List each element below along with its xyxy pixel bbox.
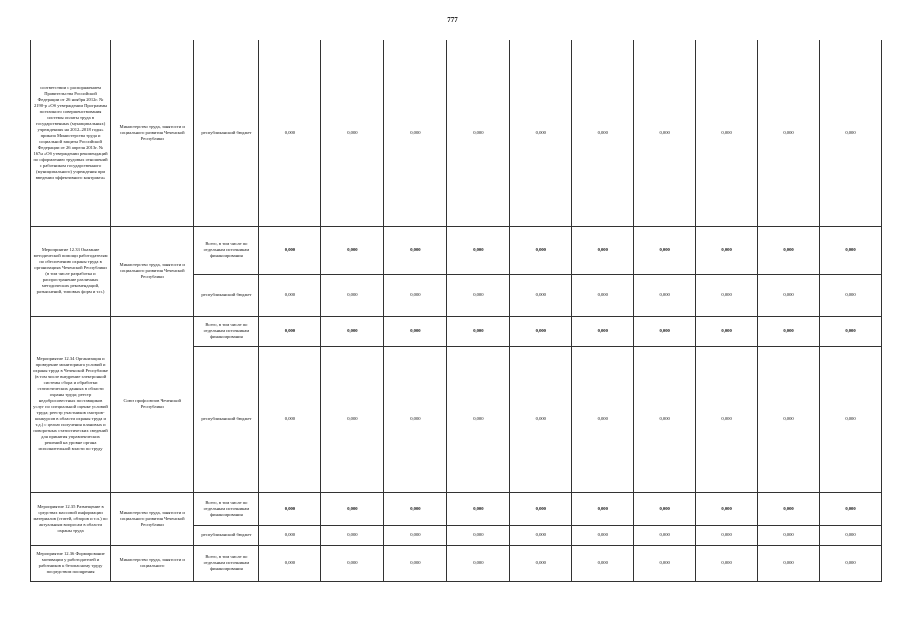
amount-cell: 0,000 [510, 274, 572, 316]
amount-cell: 0,000 [510, 316, 572, 346]
amount-cell: 0,000 [321, 226, 384, 274]
amount-cell: 0,000 [321, 346, 384, 492]
funding-source-cell: республиканский бюджет [194, 40, 259, 226]
amount-cell: 0,000 [758, 545, 820, 581]
amount-cell: 0,000 [321, 274, 384, 316]
amount-cell: 0,000 [758, 316, 820, 346]
funding-source-cell: республиканский бюджет [194, 274, 259, 316]
amount-cell: 0,000 [384, 346, 447, 492]
amount-cell: 0,000 [321, 40, 384, 226]
amount-cell: 0,000 [510, 545, 572, 581]
activity-cell: соответствии с распоряжением Правительства Российской Федерации от 26 ноября 2012г. № 2190-р «Об утверждении Программы поэтапного совершенствования системы оплаты труда в государственных (муниципальных) учреждениях на 2012–2018 годы» приказа Министерства труда и социальной защиты Российской Федерации от 26 апреля 2013г. № 167н «Об утверждении рекомендаций по оформлению трудовых отношений с работником государственного (муниципального) учреждения при введении эффективного контракта» [31, 40, 111, 226]
amount-cell: 0,000 [384, 274, 447, 316]
amount-cell: 0,000 [758, 40, 820, 226]
amount-cell: 0,000 [321, 545, 384, 581]
amount-cell: 0,000 [384, 492, 447, 525]
amount-cell: 0,000 [510, 226, 572, 274]
table-row [31, 226, 882, 274]
amount-cell: 0,000 [447, 346, 510, 492]
amount-cell: 0,000 [384, 545, 447, 581]
executor-cell: Министерство труда, занятости и социального развития Чеченской Республики [111, 226, 194, 316]
amount-cell: 0,000 [447, 226, 510, 274]
amount-cell: 0,000 [819, 316, 881, 346]
amount-cell: 0,000 [696, 525, 758, 545]
amount-cell: 0,000 [384, 525, 447, 545]
amount-cell: 0,000 [696, 40, 758, 226]
amount-cell: 0,000 [819, 545, 881, 581]
amount-cell: 0,000 [758, 346, 820, 492]
amount-cell: 0,000 [696, 316, 758, 346]
amount-cell: 0,000 [758, 492, 820, 525]
funding-source-cell: Всего, в том числе по отдельным источникам финансирования [194, 226, 259, 274]
activity-cell: Мероприятие 12.36 Формирование мотивации у работодателей и работников к безопасному труду посредством поощрения [31, 545, 111, 581]
amount-cell: 0,000 [634, 346, 696, 492]
amount-cell: 0,000 [384, 40, 447, 226]
funding-source-cell: Всего, в том числе по отдельным источникам финансирования [194, 316, 259, 346]
amount-cell: 0,000 [572, 492, 634, 525]
amount-cell: 0,000 [696, 346, 758, 492]
amount-cell: 0,000 [447, 316, 510, 346]
amount-cell: 0,000 [259, 545, 321, 581]
amount-cell: 0,000 [572, 525, 634, 545]
activity-cell: Мероприятие 12.35 Размещение в средствах массовой информации материалов (статей, обзоров и т.п.) по актуальным вопросам в области охраны труда [31, 492, 111, 545]
amount-cell: 0,000 [819, 492, 881, 525]
amount-cell: 0,000 [510, 525, 572, 545]
amount-cell: 0,000 [259, 40, 321, 226]
amount-cell: 0,000 [572, 316, 634, 346]
amount-cell: 0,000 [819, 226, 881, 274]
amount-cell: 0,000 [259, 274, 321, 316]
amount-cell: 0,000 [259, 346, 321, 492]
amount-cell: 0,000 [696, 274, 758, 316]
amount-cell: 0,000 [758, 274, 820, 316]
executor-cell: Министерство труда, занятости и социального развития Чеченской Республики [111, 492, 194, 545]
amount-cell: 0,000 [321, 316, 384, 346]
amount-cell: 0,000 [758, 525, 820, 545]
amount-cell: 0,000 [758, 226, 820, 274]
amount-cell: 0,000 [259, 492, 321, 525]
amount-cell: 0,000 [572, 274, 634, 316]
amount-cell: 0,000 [819, 525, 881, 545]
amount-cell: 0,000 [321, 525, 384, 545]
amount-cell: 0,000 [572, 346, 634, 492]
amount-cell: 0,000 [696, 226, 758, 274]
amount-cell: 0,000 [510, 492, 572, 525]
funding-source-cell: республиканский бюджет [194, 346, 259, 492]
amount-cell: 0,000 [447, 525, 510, 545]
amount-cell: 0,000 [819, 346, 881, 492]
executor-cell: Союз профсоюзов Чеченской Республики [111, 316, 194, 492]
amount-cell: 0,000 [634, 40, 696, 226]
amount-cell: 0,000 [510, 40, 572, 226]
executor-cell: Министерство труда, занятости и социального развития Чеченской Республики [111, 40, 194, 226]
activity-cell: Мероприятие 12.33 Оказание методической помощи работодателям по обеспечению охраны труда в организациях Чеченской Республики (в том числе разработка и распространение различных методических рекомендаций, разъяснений, типовых форм и т.п.) [31, 226, 111, 316]
amount-cell: 0,000 [634, 316, 696, 346]
funding-source-cell: Всего, в том числе по отдельным источникам финансирования [194, 492, 259, 525]
amount-cell: 0,000 [819, 274, 881, 316]
amount-cell: 0,000 [321, 492, 384, 525]
amount-cell: 0,000 [447, 274, 510, 316]
page-number: 777 [447, 16, 458, 24]
amount-cell: 0,000 [572, 40, 634, 226]
funding-source-cell: республиканский бюджет [194, 525, 259, 545]
amount-cell: 0,000 [259, 525, 321, 545]
amount-cell: 0,000 [259, 316, 321, 346]
amount-cell: 0,000 [259, 226, 321, 274]
amount-cell: 0,000 [634, 545, 696, 581]
amount-cell: 0,000 [634, 226, 696, 274]
table-row [31, 492, 882, 525]
table-row [31, 316, 882, 346]
amount-cell: 0,000 [384, 226, 447, 274]
amount-cell: 0,000 [572, 226, 634, 274]
amount-cell: 0,000 [634, 274, 696, 316]
executor-cell: Министерство труда, занятости и социального [111, 545, 194, 581]
amount-cell: 0,000 [819, 40, 881, 226]
amount-cell: 0,000 [384, 316, 447, 346]
amount-cell: 0,000 [447, 40, 510, 226]
budget-table [30, 40, 882, 582]
amount-cell: 0,000 [447, 545, 510, 581]
amount-cell: 0,000 [634, 525, 696, 545]
amount-cell: 0,000 [510, 346, 572, 492]
amount-cell: 0,000 [572, 545, 634, 581]
amount-cell: 0,000 [447, 492, 510, 525]
amount-cell: 0,000 [634, 492, 696, 525]
table-row [31, 545, 882, 581]
activity-cell: Мероприятие 12.34 Организация и проведение мониторинга условий и охраны труда в Чеченской Республике (в том числе внедрение электронной системы сбора и обработки статистических данных в области охраны труда; реестр недобросовестных поставщиков услуг по специальной оценке условий труда; реестр участников смотров-конкурсов в области охраны труда и т.д.) с целью получения плановых и поворотных статистических сведений для принятия управленческих решений на уровне органа исполнительной власти по труду [31, 316, 111, 492]
amount-cell: 0,000 [696, 545, 758, 581]
funding-source-cell: Всего, в том числе по отдельным источникам финансирования [194, 545, 259, 581]
table-row [31, 40, 882, 226]
amount-cell: 0,000 [696, 492, 758, 525]
